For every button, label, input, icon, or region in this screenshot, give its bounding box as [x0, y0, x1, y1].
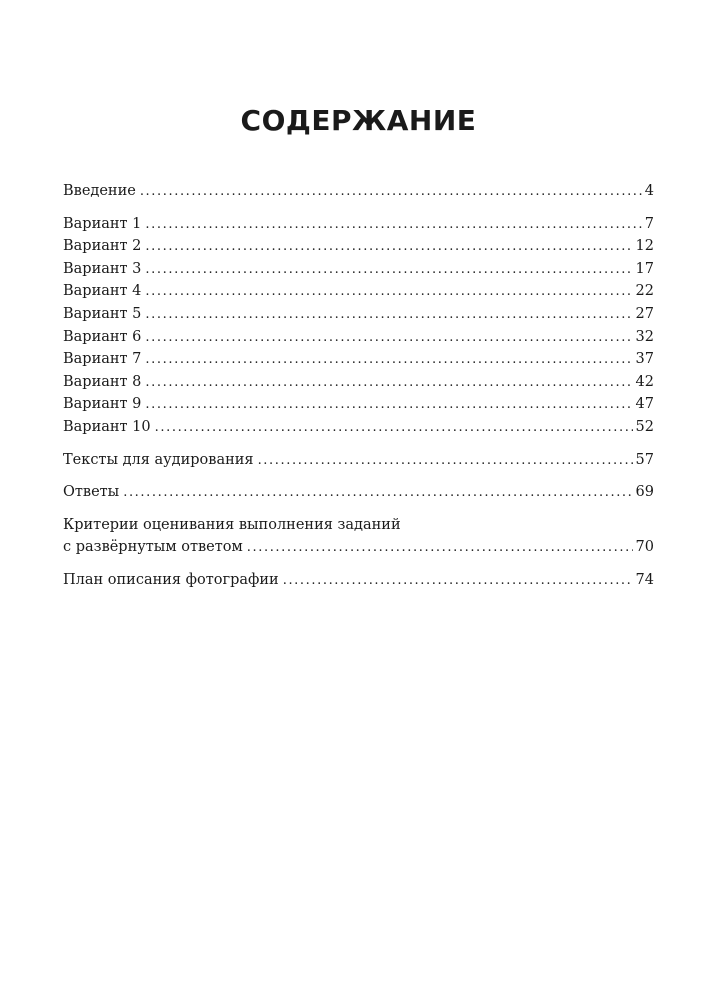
toc-entry-label: Вариант 5 — [63, 305, 142, 322]
dot-leader — [258, 450, 633, 473]
toc-entry-variant-5 — [63, 303, 654, 326]
dot-leader — [145, 259, 632, 282]
toc-entry-page: 27 — [635, 305, 654, 322]
toc-entry-label: Вариант 9 — [63, 396, 142, 413]
toc-entry-page: 42 — [635, 373, 654, 390]
toc-entry-variant-10 — [63, 416, 654, 439]
dot-leader — [145, 304, 632, 327]
dot-leader — [145, 214, 641, 237]
toc-entry-label: Ответы — [63, 484, 120, 501]
dot-leader — [145, 281, 632, 304]
toc-entry-answers — [63, 481, 654, 504]
toc-entry-label: Вариант 10 — [63, 418, 151, 435]
toc-entry-label: Тексты для аудирования — [63, 451, 254, 468]
toc-entry-label: Вариант 4 — [63, 283, 142, 300]
toc-entry-variant-8 — [63, 371, 654, 394]
toc-entry-page: 57 — [635, 451, 654, 468]
toc-entry-variant-4 — [63, 280, 654, 303]
toc-entry-variant-1 — [63, 213, 654, 236]
toc-entry-label: Вариант 1 — [63, 215, 142, 232]
toc-entry-photo-plan — [63, 569, 654, 592]
table-of-contents — [63, 180, 654, 592]
toc-entry-page: 32 — [635, 328, 654, 345]
toc-entry-page: 22 — [635, 283, 654, 300]
toc-entry-page: 12 — [635, 238, 654, 255]
toc-entry-label: с развёрнутым ответом — [63, 539, 243, 556]
toc-entry-label: Вариант 2 — [63, 238, 142, 255]
toc-entry-page: 47 — [635, 396, 654, 413]
dot-leader — [145, 236, 632, 259]
page-title: СОДЕРЖАНИЕ — [240, 104, 477, 137]
dot-leader — [145, 394, 632, 417]
toc-entry-label: Вариант 3 — [63, 260, 142, 277]
toc-entry-page: 52 — [635, 418, 654, 435]
dot-leader — [140, 181, 642, 204]
toc-entry-page: 37 — [635, 351, 654, 368]
toc-entry-variant-2 — [63, 235, 654, 258]
toc-entry-label: Вариант 6 — [63, 328, 142, 345]
toc-entry-variant-3 — [63, 258, 654, 281]
toc-entry-criteria — [63, 536, 654, 559]
toc-entry-page: 69 — [635, 484, 654, 501]
toc-entry-page: 17 — [635, 260, 654, 277]
toc-entry-variant-7 — [63, 348, 654, 371]
toc-entry-page: 70 — [635, 539, 654, 556]
toc-entry-page: 74 — [635, 571, 654, 588]
toc-entry-variant-6 — [63, 326, 654, 349]
dot-leader — [145, 372, 632, 395]
toc-entry-label: Вариант 8 — [63, 373, 142, 390]
dot-leader — [145, 349, 632, 372]
dot-leader — [123, 482, 632, 505]
toc-entry-label: Вариант 7 — [63, 351, 142, 368]
toc-entry-label: План описания фотографии — [63, 571, 279, 588]
toc-entry-page: 7 — [644, 215, 654, 232]
dot-leader — [247, 537, 633, 560]
toc-entry-label: Введение — [63, 183, 136, 199]
toc-entry-page: 4 — [644, 183, 654, 199]
dot-leader — [145, 327, 632, 350]
toc-entry-listening-texts — [63, 449, 654, 472]
toc-entry-criteria-line1: Критерии оценивания выполнения заданий — [63, 516, 401, 533]
toc-entry-variant-9 — [63, 393, 654, 416]
toc-entry-introduction — [63, 180, 654, 203]
dot-leader — [155, 417, 633, 440]
dot-leader — [283, 570, 633, 593]
